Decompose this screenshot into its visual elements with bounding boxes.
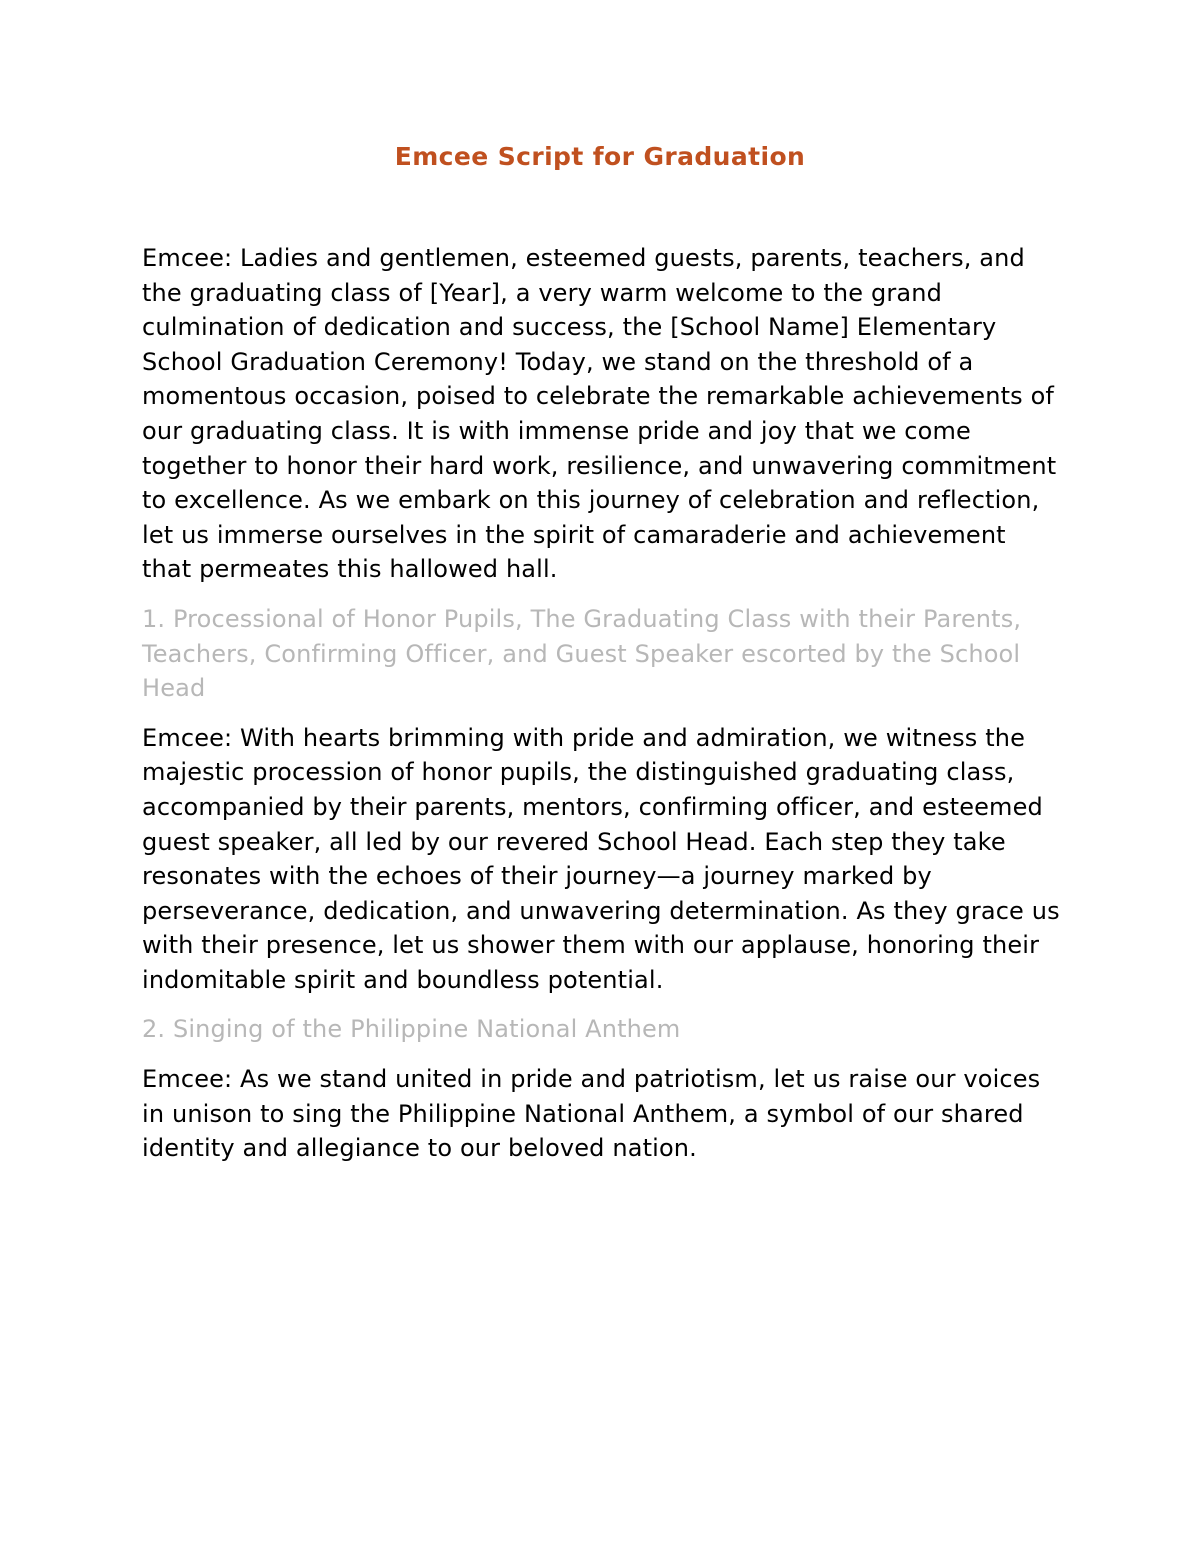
intro-paragraph: Emcee: Ladies and gentlemen, esteemed guests, parents, teachers, and the graduating class of [Year], a very warm welcome to the grand culmination of dedication and success, the [School Name] Elementary School Graduation Ceremony! Today, we stand on the threshold of a momentous occasion, poised to celebrate the remarkable achievements of our graduating class. It is with immense pride and joy that we come together to honor their hard work, resilience, and unwavering commitment to excellence. As we embark on this journey of celebration and reflection, let us immerse ourselves in the spirit of camaraderie and achievement that permeates this hallowed hall. [142, 244, 1057, 584]
document-body [142, 241, 1062, 1166]
section-heading-national-anthem: 2. Singing of the Philippine National Anthem [142, 1015, 681, 1044]
section-heading-processional: 1. Processional of Honor Pupils, The Graduating Class with their Parents, Teachers, Confirming Officer, and Guest Speaker escorted by the School Head [142, 604, 1022, 703]
document-title: Emcee Script for Graduation [394, 142, 806, 171]
processional-paragraph: Emcee: With hearts brimming with pride and admiration, we witness the majestic procession of honor pupils, the distinguished graduating class, accompanied by their parents, mentors, confirming officer, and esteemed guest speaker, all led by our revered School Head. Each step they take resonates with the echoes of their journey—a journey marked by perseverance, dedication, and unwavering determination. As they grace us with their presence, let us shower them with our applause, honoring their indomitable spirit and boundless potential. [142, 723, 1060, 994]
national-anthem-paragraph: Emcee: As we stand united in pride and patriotism, let us raise our voices in unison to sing the Philippine National Anthem, a symbol of our shared identity and allegiance to our beloved nation. [142, 1065, 1041, 1163]
